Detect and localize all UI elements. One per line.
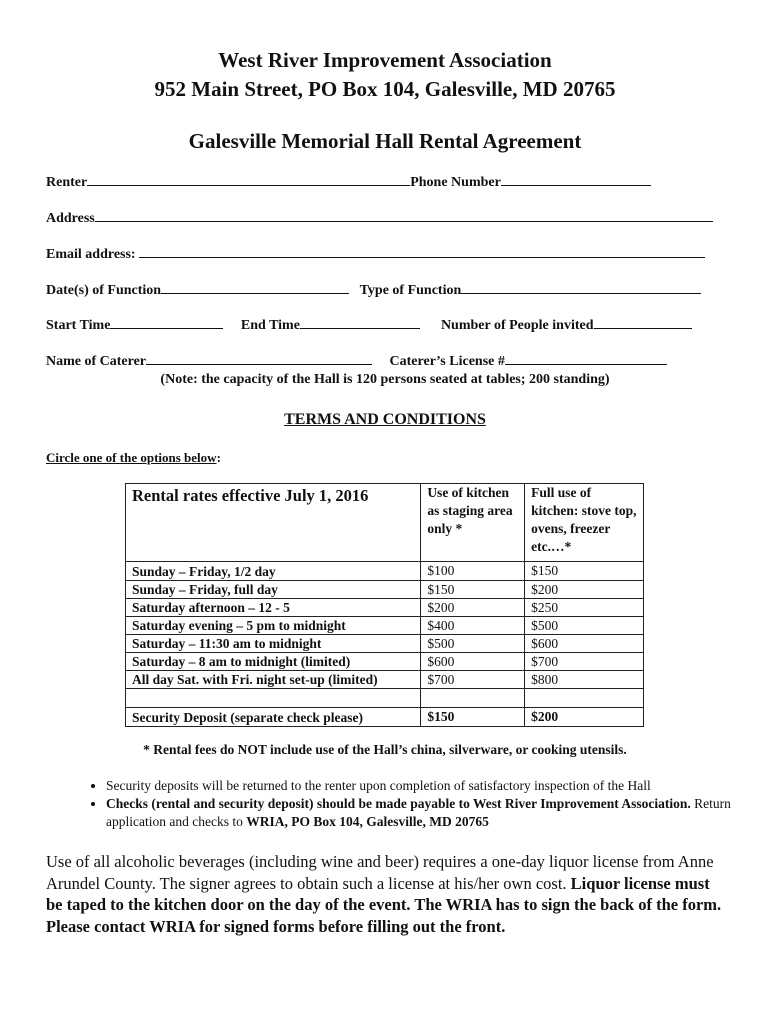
table-row[interactable] bbox=[126, 599, 644, 617]
document-title: Galesville Memorial Hall Rental Agreement bbox=[188, 129, 582, 153]
list-item: • Security deposits will be returned to the renter upon completion of satisfactory inspection of the Hall bbox=[106, 777, 746, 795]
people-label: Number of People invited bbox=[440, 318, 594, 333]
email-label: Email address: bbox=[46, 247, 136, 262]
rate-full: $150 bbox=[525, 562, 644, 581]
deposit-bullet-list bbox=[80, 777, 746, 831]
dates-label: Date(s) of Function bbox=[46, 283, 162, 298]
end-label: End Time bbox=[240, 318, 300, 333]
rate-label: Sunday – Friday, 1/2 day bbox=[126, 562, 421, 581]
liquor-license-paragraph: Use of all alcoholic beverages (including wine and beer) requires a one-day liquor license from Anne Arundel County. The signer agrees to obtain such a license at his/her own cost. Liquor license must be taped to the kitchen door on the day of the event. The WRIA has to sign the back of the form. Please contact WRIA for signed forms before filling out the front. bbox=[46, 852, 722, 936]
phone-field[interactable] bbox=[501, 173, 651, 186]
start-field[interactable] bbox=[110, 316, 223, 329]
table-row[interactable] bbox=[126, 581, 644, 599]
capacity-note: (Note: the capacity of the Hall is 120 persons seated at tables; 200 standing) bbox=[160, 372, 610, 387]
rate-full: $500 bbox=[525, 617, 644, 635]
deposit-full: $200 bbox=[525, 708, 644, 727]
rate-label: Saturday – 11:30 am to midnight bbox=[126, 635, 421, 653]
rate-full: $600 bbox=[525, 635, 644, 653]
caterer-label: Name of Caterer bbox=[46, 354, 147, 369]
col-full-header: Full use of kitchen: stove top, ovens, freezer etc.…* bbox=[525, 484, 644, 562]
rate-label: Saturday – 8 am to midnight (limited) bbox=[126, 653, 421, 671]
list-item: • Checks (rental and security deposit) should be made payable to West River Improvement Association. Return application and checks to WRIA, PO Box 104, Galesville, MD 20765 bbox=[106, 795, 746, 831]
rate-staging: $700 bbox=[421, 671, 525, 689]
rental-rates-table bbox=[125, 483, 644, 727]
org-address: 952 Main Street, PO Box 104, Galesville, MD 20765 bbox=[154, 77, 616, 101]
deposit-row[interactable] bbox=[126, 708, 644, 727]
rate-full: $250 bbox=[525, 599, 644, 617]
rental-fee-footnote: * Rental fees do NOT include use of the Hall’s china, silverware, or cooking utensils. bbox=[143, 742, 627, 757]
caterer-field[interactable] bbox=[146, 352, 372, 365]
renter-label: Renter bbox=[46, 175, 88, 190]
rate-staging: $400 bbox=[421, 617, 525, 635]
time-row bbox=[46, 316, 692, 334]
circle-instruction: Circle one of the options below: bbox=[46, 450, 221, 465]
address-field[interactable] bbox=[95, 209, 713, 222]
renter-row bbox=[46, 173, 651, 191]
email-row bbox=[46, 245, 705, 263]
rate-staging: $150 bbox=[421, 581, 525, 599]
table-spacer-row bbox=[126, 689, 644, 708]
org-name: West River Improvement Association bbox=[218, 48, 552, 72]
col-staging-header: Use of kitchen as staging area only * bbox=[421, 484, 525, 562]
table-row[interactable] bbox=[126, 653, 644, 671]
type-field[interactable] bbox=[461, 281, 701, 294]
email-field[interactable] bbox=[139, 245, 705, 258]
phone-label: Phone Number bbox=[410, 175, 501, 190]
type-label: Type of Function bbox=[359, 283, 462, 298]
end-field[interactable] bbox=[300, 316, 420, 329]
renter-field[interactable] bbox=[87, 173, 410, 186]
license-label: Caterer’s License # bbox=[389, 354, 505, 369]
license-field[interactable] bbox=[505, 352, 667, 365]
rate-staging: $500 bbox=[421, 635, 525, 653]
rate-label: Sunday – Friday, full day bbox=[126, 581, 421, 599]
deposit-staging: $150 bbox=[421, 708, 525, 727]
address-row bbox=[46, 209, 713, 227]
rate-staging: $100 bbox=[421, 562, 525, 581]
caterer-row bbox=[46, 352, 667, 370]
function-row bbox=[46, 281, 701, 299]
address-label: Address bbox=[46, 211, 95, 226]
deposit-label: Security Deposit (separate check please) bbox=[126, 708, 421, 727]
rate-staging: $200 bbox=[421, 599, 525, 617]
dates-field[interactable] bbox=[161, 281, 349, 294]
rate-label: Saturday afternoon – 12 - 5 bbox=[126, 599, 421, 617]
start-label: Start Time bbox=[46, 318, 111, 333]
people-field[interactable] bbox=[594, 316, 692, 329]
rate-full: $700 bbox=[525, 653, 644, 671]
table-row[interactable] bbox=[126, 562, 644, 581]
rate-staging: $600 bbox=[421, 653, 525, 671]
table-row[interactable] bbox=[126, 635, 644, 653]
rates-title: Rental rates effective July 1, 2016 bbox=[126, 484, 421, 562]
rate-label: Saturday evening – 5 pm to midnight bbox=[126, 617, 421, 635]
terms-heading: TERMS AND CONDITIONS bbox=[284, 411, 486, 428]
rate-full: $200 bbox=[525, 581, 644, 599]
rate-full: $800 bbox=[525, 671, 644, 689]
rates-header-row bbox=[126, 484, 644, 562]
table-row[interactable] bbox=[126, 617, 644, 635]
rate-label: All day Sat. with Fri. night set-up (limited) bbox=[126, 671, 421, 689]
table-row[interactable] bbox=[126, 671, 644, 689]
